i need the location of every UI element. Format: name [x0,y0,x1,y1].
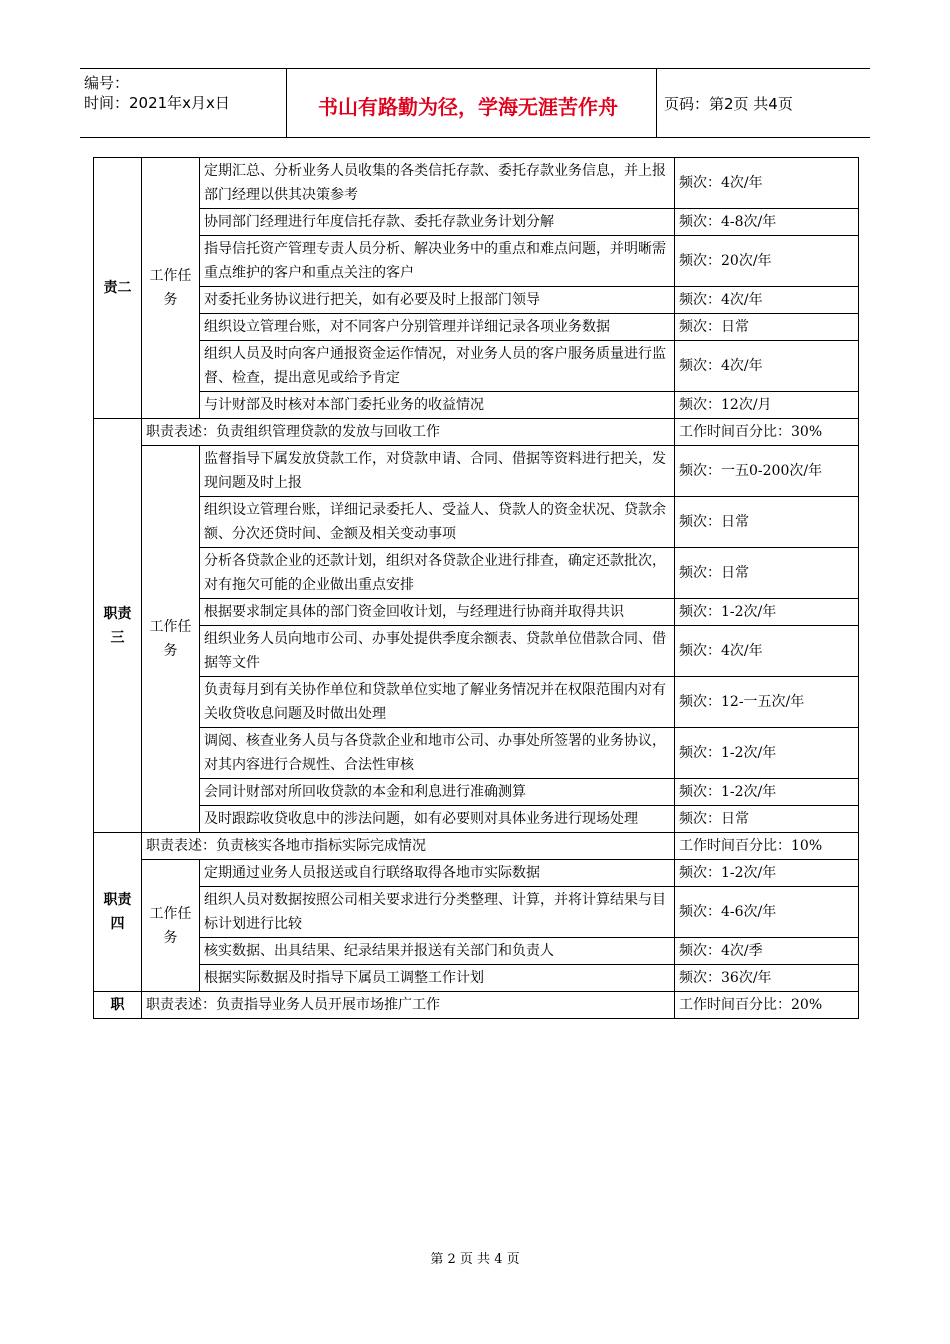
task-text: 调阅、核查业务人员与各贷款企业和地市公司、办事处所签署的业务协议，对其内容进行合规性、合法性审核 [200,728,675,779]
task-frequency: 频次：4次/季 [675,938,859,965]
task-category-label: 工作任务 [142,860,200,992]
task-text: 组织设立管理台账，详细记录委托人、受益人、贷款人的资金状况、贷款余额、分次还贷时间、金额及相关变动事项 [200,497,675,548]
table-row [94,314,859,341]
task-text: 组织人员对数据按照公司相关要求进行分类整理、计算，并将计算结果与目标计划进行比较 [200,887,675,938]
table-row [94,938,859,965]
table-row [94,806,859,833]
task-text: 分析各贷款企业的还款计划，组织对各贷款企业进行排查，确定还款批次，对有拖欠可能的企业做出重点安排 [200,548,675,599]
task-category-label: 工作任务 [142,158,200,419]
table-row [94,965,859,992]
task-text: 指导信托资产管理专责人员分析、解决业务中的重点和难点问题，并明晰需重点维护的客户和重点关注的客户 [200,236,675,287]
table-row [94,209,859,236]
task-category-label: 工作任务 [142,446,200,833]
header-motto: 书山有路勤为径，学海无涯苦作舟 [318,95,618,119]
task-frequency: 频次：20次/年 [675,236,859,287]
table-row [94,548,859,599]
task-frequency: 频次：一五0-200次/年 [675,446,859,497]
task-frequency: 频次：1-2次/年 [675,779,859,806]
task-frequency: 频次：4次/年 [675,341,859,392]
duty-description: 职责表述：负责组织管理贷款的发放与回收工作 [142,419,675,446]
task-frequency: 频次：日常 [675,806,859,833]
table-row [94,236,859,287]
task-frequency: 频次：36次/年 [675,965,859,992]
page-footer: 第 2 页 共 4 页 [430,1252,520,1267]
task-text: 及时跟踪收贷收息中的涉法问题，如有必要则对具体业务进行现场处理 [200,806,675,833]
table-row [94,677,859,728]
table-row [94,392,859,419]
task-text: 定期汇总、分析业务人员收集的各类信托存款、委托存款业务信息，并上报部门经理以供其决策参考 [200,158,675,209]
table-row [94,599,859,626]
duty-time-percentage: 工作时间百分比：20% [675,992,859,1019]
duty-description: 职责表述：负责指导业务人员开展市场推广工作 [142,992,675,1019]
task-text: 与计财部及时核对本部门委托业务的收益情况 [200,392,675,419]
duty-title: 责二 [94,158,142,419]
duty-time-percentage: 工作时间百分比：10% [675,833,859,860]
header-page-number: 页码：第2页 共4页 [664,95,793,113]
table-row [94,446,859,497]
task-text: 组织设立管理台账，对不同客户分别管理并详细记录各项业务数据 [200,314,675,341]
task-text: 核实数据、出具结果、纪录结果并报送有关部门和负责人 [200,938,675,965]
task-text: 组织人员及时向客户通报资金运作情况，对业务人员的客户服务质量进行监督、检查，提出意见或给予肯定 [200,341,675,392]
table-row [94,341,859,392]
duty-title: 职 [94,992,142,1019]
duty-title: 职责四 [94,833,142,992]
task-frequency: 频次：1-2次/年 [675,728,859,779]
table-row [94,419,859,446]
task-frequency: 频次：4-8次/年 [675,209,859,236]
task-frequency: 频次：4次/年 [675,287,859,314]
table-row [94,287,859,314]
task-frequency: 频次：4-6次/年 [675,887,859,938]
task-frequency: 频次：4次/年 [675,158,859,209]
page-header [80,68,870,138]
document-date: 时间：2021年x月x日 [84,94,230,112]
task-frequency: 频次：4次/年 [675,626,859,677]
task-frequency: 频次：1-2次/年 [675,860,859,887]
table-row [94,860,859,887]
task-text: 协同部门经理进行年度信托存款、委托存款业务计划分解 [200,209,675,236]
task-text: 定期通过业务人员报送或自行联络取得各地市实际数据 [200,860,675,887]
table-row [94,728,859,779]
table-row [94,887,859,938]
table-row [94,833,859,860]
duty-title: 职责三 [94,419,142,833]
table-row [94,779,859,806]
task-frequency: 频次：日常 [675,497,859,548]
task-text: 根据要求制定具体的部门资金回收计划，与经理进行协商并取得共识 [200,599,675,626]
duty-description: 职责表述：负责核实各地市指标实际完成情况 [142,833,675,860]
duty-time-percentage: 工作时间百分比：30% [675,419,859,446]
task-frequency: 频次：日常 [675,548,859,599]
header-divider [286,69,287,137]
task-text: 根据实际数据及时指导下属员工调整工作计划 [200,965,675,992]
task-frequency: 频次：12次/月 [675,392,859,419]
header-divider [656,69,657,137]
task-text: 负责每月到有关协作单位和贷款单位实地了解业务情况并在权限范围内对有关收贷收息问题及时做出处理 [200,677,675,728]
table-row [94,497,859,548]
task-text: 会同计财部对所回收贷款的本金和利息进行准确测算 [200,779,675,806]
task-frequency: 频次：1-2次/年 [675,599,859,626]
task-text: 对委托业务协议进行把关，如有必要及时上报部门领导 [200,287,675,314]
table-row [94,626,859,677]
task-text: 组织业务人员向地市公司、办事处提供季度余额表、贷款单位借款合同、借据等文件 [200,626,675,677]
task-frequency: 频次：12-一五次/年 [675,677,859,728]
task-text: 监督指导下属发放贷款工作，对贷款申请、合同、借据等资料进行把关，发现问题及时上报 [200,446,675,497]
header-meta [84,73,230,113]
duty-table [93,157,859,1019]
task-frequency: 频次：日常 [675,314,859,341]
table-row [94,992,859,1019]
table-row [94,158,859,209]
document-number: 编号： [84,74,130,92]
